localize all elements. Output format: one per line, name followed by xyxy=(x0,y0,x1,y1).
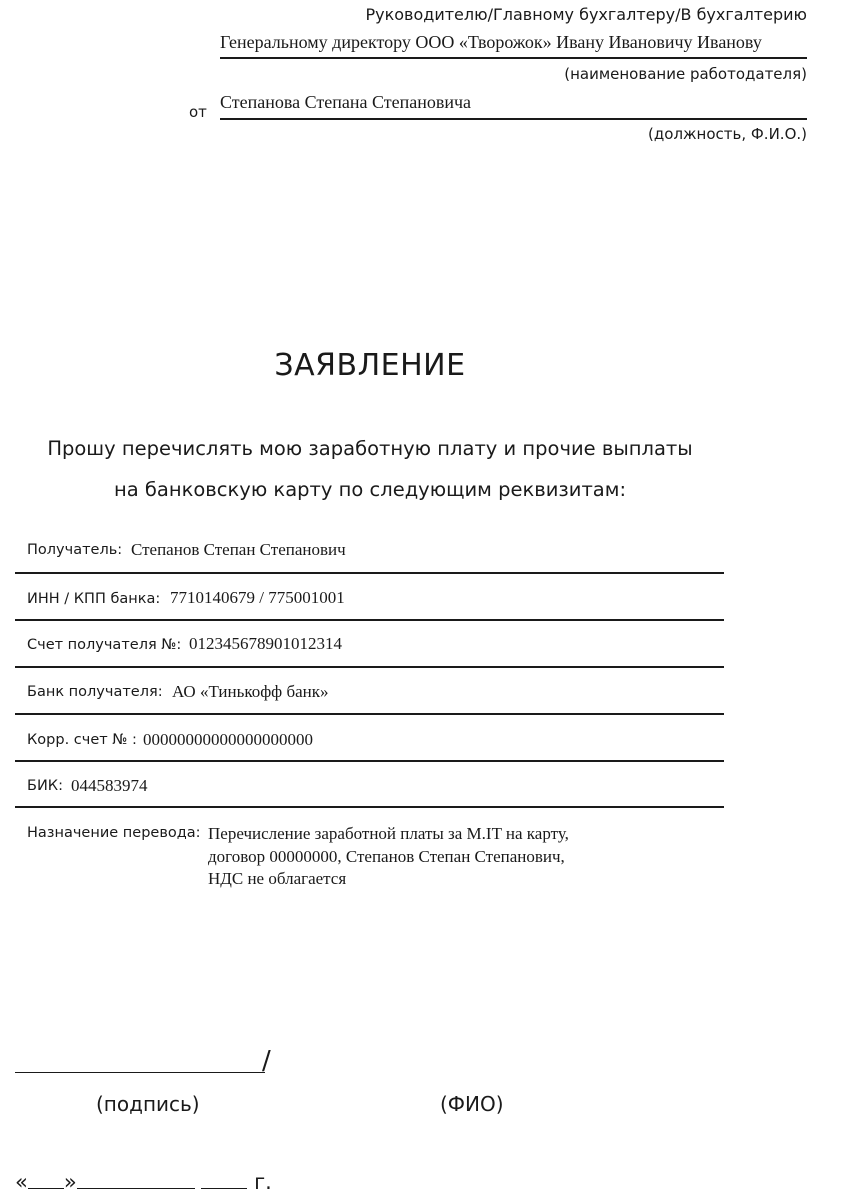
corr-account-value: 00000000000000000000 xyxy=(143,730,313,749)
addressee-name: Генеральному директору ООО «Творожок» Ивану Ивановичу Иванову xyxy=(220,32,762,52)
date-close-quote: » xyxy=(63,1170,77,1194)
inn-kpp-label: ИНН / КПП банка: xyxy=(27,591,161,607)
from-label: от xyxy=(189,103,207,121)
purpose-line-3: НДС не облагается xyxy=(208,869,347,888)
signature-separator: / xyxy=(262,1046,271,1076)
purpose-line-2: договор 00000000, Степанов Степан Степанович, xyxy=(208,847,565,866)
corr-account-underline xyxy=(15,760,724,762)
corr-account-label: Корр. счет № : xyxy=(27,732,137,748)
date-day-blank xyxy=(28,1168,64,1189)
inn-kpp-underline xyxy=(15,619,724,621)
recipient-value: Степанов Степан Степанович xyxy=(131,540,346,559)
bank-value: АО «Тинькофф банк» xyxy=(172,682,329,701)
inn-kpp-value: 7710140679 / 775001001 xyxy=(170,588,345,607)
sender-underline xyxy=(220,118,807,120)
date-open-quote: « xyxy=(15,1170,28,1194)
signature-caption: (подпись) xyxy=(96,1092,200,1116)
bank-underline xyxy=(15,713,724,715)
account-label: Счет получателя №: xyxy=(27,637,182,653)
date-year-blank xyxy=(201,1168,247,1189)
recipient-label: Получатель: xyxy=(27,542,123,558)
sender-name: Степанова Степана Степановича xyxy=(220,92,472,112)
document-title: ЗАЯВЛЕНИЕ xyxy=(274,348,466,383)
account-value: 012345678901012314 xyxy=(189,634,342,653)
date-month-blank xyxy=(77,1168,195,1189)
account-underline xyxy=(15,666,724,668)
bik-underline xyxy=(15,806,724,808)
signature-line xyxy=(15,1072,265,1073)
purpose-line-1: Перечисление заработной платы за М.IT на карту, xyxy=(208,824,569,843)
name-caption: (ФИО) xyxy=(440,1092,504,1116)
intro-line-2: на банковскую карту по следующим реквизитам: xyxy=(113,478,627,501)
intro-line-1: Прошу перечислять мою заработную плату и прочие выплаты xyxy=(47,437,693,460)
sender-hint: (должность, Ф.И.О.) xyxy=(648,125,807,143)
bik-label: БИК: xyxy=(27,778,63,794)
bank-label: Банк получателя: xyxy=(27,684,163,700)
purpose-label: Назначение перевода: xyxy=(27,825,201,841)
addressee-hint: (наименование работодателя) xyxy=(564,65,807,83)
bik-value: 044583974 xyxy=(71,776,148,795)
addressee-underline xyxy=(220,57,807,59)
recipient-position-line: Руководителю/Главному бухгалтеру/В бухгалтерию xyxy=(365,5,807,24)
recipient-underline xyxy=(15,572,724,574)
date-line xyxy=(15,1168,272,1194)
date-year-suffix: г. xyxy=(254,1170,272,1194)
